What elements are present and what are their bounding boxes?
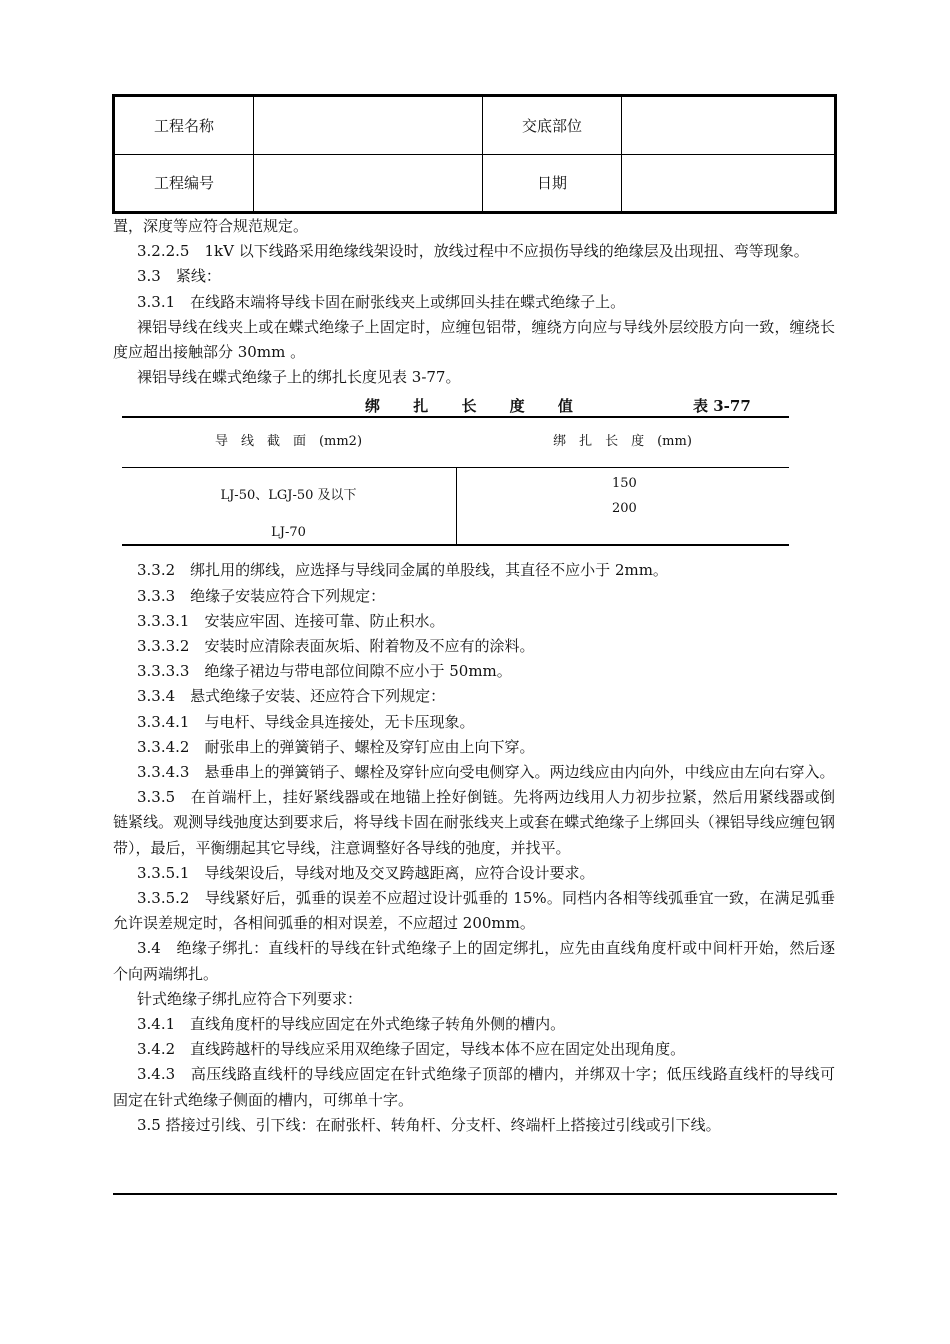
project-number-label: 工程编号 bbox=[115, 154, 254, 212]
paragraph: 3.3.4.1 与电杆、导线金具连接处，无卡压现象。 bbox=[137, 712, 475, 731]
project-name-label: 工程名称 bbox=[115, 97, 254, 155]
table-row1-col1: LJ-50、LGJ-50 及以下 bbox=[220, 488, 357, 504]
paragraph: 3.4 绝缘子绑扎：直线杆的导线在针式绝缘子上的固定绑扎，应先由直线角度杆或中间杆开始，然后逐个向两端绑扎。 bbox=[113, 939, 835, 983]
paragraph: 裸铝导线在蝶式绝缘子上的绑扎长度见表 3-77。 bbox=[137, 368, 461, 387]
paragraph: 3.3.3 绝缘子安装应符合下列规定： bbox=[137, 586, 386, 605]
project-name-value bbox=[254, 97, 483, 155]
document-body bbox=[113, 214, 835, 1138]
paragraph: 3.3.3.3 绝缘子裙边与带电部位间隙不应小于 50mm。 bbox=[137, 662, 512, 681]
table-bottom-rule bbox=[122, 544, 789, 546]
date-value bbox=[622, 154, 835, 212]
paragraph: 3.5 搭接过引线、引下线：在耐张杆、转角杆、分支杆、终端杆上搭接过引线或引下线。 bbox=[137, 1115, 721, 1134]
table-title: 绑 扎 长 度 值 bbox=[365, 397, 587, 416]
paragraph: 3.3.5.1 导线架设后，导线对地及交叉跨越距离，应符合设计要求。 bbox=[137, 863, 595, 882]
paragraph: 3.3.4.2 耐张串上的弹簧销子、螺栓及穿钉应由上向下穿。 bbox=[137, 737, 535, 756]
table-row1-col2: 150 bbox=[612, 476, 637, 492]
table-row2-col1: LJ-70 bbox=[271, 525, 306, 541]
page-bottom-rule bbox=[113, 1193, 837, 1195]
briefing-part-label: 交底部位 bbox=[483, 97, 622, 155]
paragraph: 3.4.2 直线跨越杆的导线应采用双绝缘子固定，导线本体不应在固定处出现角度。 bbox=[137, 1040, 686, 1059]
paragraph: 3.3.3.2 安装时应清除表面灰垢、附着物及不应有的涂料。 bbox=[137, 637, 535, 656]
paragraph: 3.3.5 在首端杆上，挂好紧线器或在地锚上拴好倒链。先将两边线用人力初步拉紧，然后用紧线器或倒链紧线。观测导线弛度达到要求后，将导线卡固在耐张线夹上或套在蝶式绝缘子上绑回头（裸铝导线应缠包钢带），最后，平衡绷起其它导线，注意调整好各导线的弛度，并找平。 bbox=[113, 788, 835, 857]
paragraph: 3.3.4 悬式绝缘子安装、还应符合下列规定： bbox=[137, 687, 446, 706]
briefing-part-value bbox=[622, 97, 835, 155]
paragraph: 3.3.3.1 安装应牢固、连接可靠、防止积水。 bbox=[137, 611, 445, 630]
paragraph: 3.3.5.2 导线紧好后，弧垂的误差不应超过设计弧垂的 15%。同档内各相等线弧垂宜一致，在满足弧垂允许误差规定时，各相间弧垂的相对误差，不应超过 200mm。 bbox=[113, 889, 835, 933]
table-col2-header: 绑 扎 长 度 (mm) bbox=[553, 434, 692, 450]
paragraph: 3.3.2 绑扎用的绑线，应选择与导线同金属的单股线，其直径不应小于 2mm。 bbox=[137, 561, 668, 580]
paragraph: 3.3.4.3 悬垂串上的弹簧销子、螺栓及穿针应向受电侧穿入。两边线应由内向外，中线应由左向右穿入。 bbox=[137, 763, 835, 782]
table-col1-header: 导 线 截 面 (mm2) bbox=[214, 434, 363, 450]
paragraph: 3.2.2.5 1kV 以下线路采用绝缘线架设时，放线过程中不应损伤导线的绝缘层及出现扭、弯等现象。 bbox=[137, 242, 809, 261]
paragraph: 裸铝导线在线夹上或在蝶式绝缘子上固定时，应缠包铝带，缠绕方向应与导线外层绞股方向一致，缠绕长度应超出接触部分 30mm 。 bbox=[113, 317, 835, 362]
paragraph: 3.4.3 高压线路直线杆的导线应固定在针式绝缘子顶部的槽内，并绑双十字；低压线路直线杆的导线可固定在针式绝缘子侧面的槽内，可绑单十字。 bbox=[113, 1065, 835, 1109]
paragraph: 3.3.1 在线路末端将导线卡固在耐张线夹上或绑回头挂在蝶式绝缘子上。 bbox=[137, 292, 626, 311]
table-number: 表 3-77 bbox=[693, 397, 751, 416]
paragraph: 3.3 紧线： bbox=[137, 267, 221, 286]
paragraph: 3.4.1 直线角度杆的导线应固定在外式绝缘子转角外侧的槽内。 bbox=[137, 1015, 566, 1034]
paragraph: 针式绝缘子绑扎应符合下列要求： bbox=[137, 989, 363, 1008]
table-row2-col2: 200 bbox=[612, 501, 637, 517]
paragraph: 置，深度等应符合规范规定。 bbox=[113, 217, 309, 235]
binding-length-table bbox=[113, 390, 835, 558]
date-label: 日期 bbox=[483, 154, 622, 212]
header-table bbox=[112, 94, 837, 214]
project-number-value bbox=[254, 154, 483, 212]
table-top-rule bbox=[122, 416, 789, 418]
